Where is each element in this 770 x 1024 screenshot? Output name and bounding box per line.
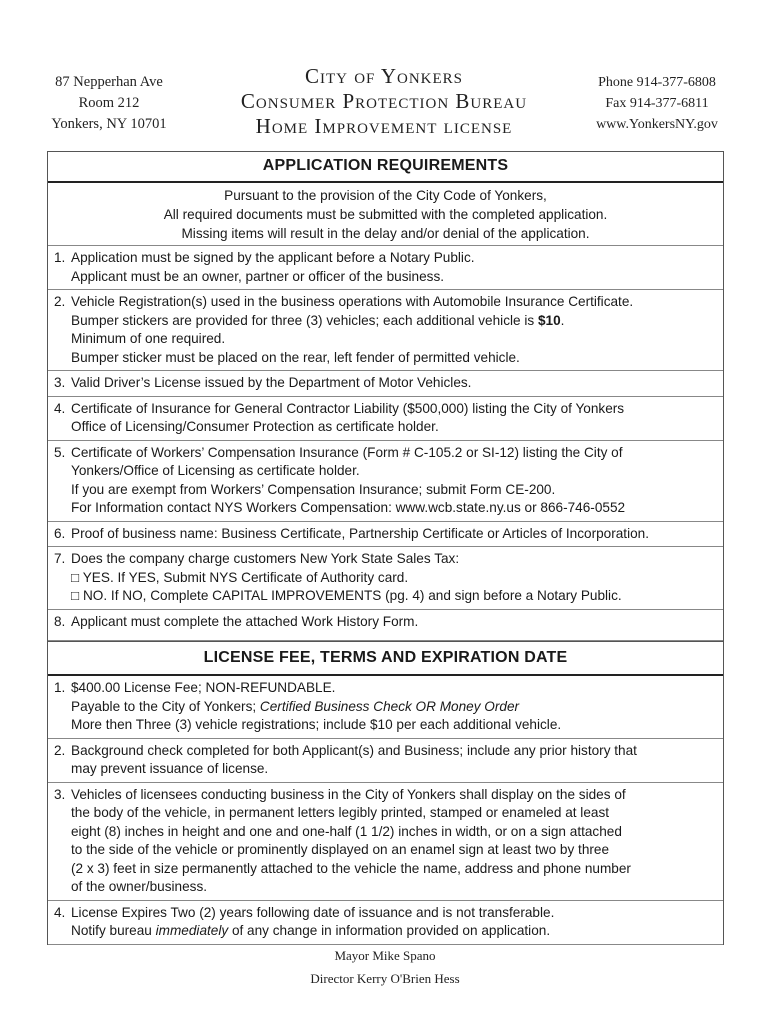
requirement-item: 6. Proof of business name: Business Certificate, Partnership Certificate or Articles of Incorporation.	[48, 522, 723, 548]
requirement-item: 7. Does the company charge customers New York State Sales Tax: □ YES. If YES, Submit NYS Certificate of Authority card. □ NO. If NO, Complete CAPITAL IMPROVEMENTS (pg. 4) and sign before a Notary Public.	[48, 547, 723, 610]
requirement-item: 8. Applicant must complete the attached Work History Form.	[48, 610, 723, 642]
title-license: Home Improvement license	[255, 114, 513, 138]
requirement-item: 2. Vehicle Registration(s) used in the business operations with Automobile Insurance Certificate. Bumper stickers are provided for three (3) vehicles; each additional vehicle is $10. Minimum of one required. Bumper sticker must be placed on the rear, left fender of permitted vehicle.	[48, 290, 723, 371]
requirement-item: 4. Certificate of Insurance for General Contractor Liability ($500,000) listing the City of Yonkers Office of Licensing/Consumer Protection as certificate holder.	[48, 397, 723, 441]
fee-item: 2. Background check completed for both Applicant(s) and Business; include any prior history that may prevent issuance of license.	[48, 739, 723, 783]
sales-tax-yes-option: □ YES. If YES, Submit NYS Certificate of Authority card.	[71, 569, 409, 585]
director-name: Director Kerry O'Brien Hess	[310, 971, 460, 986]
fee-item: 4. License Expires Two (2) years following date of issuance and is not transferable. Notify bureau immediately of any change in information provided on application.	[48, 901, 723, 945]
office-address	[44, 72, 174, 135]
fax-number: Fax 914-377-6811	[605, 96, 709, 111]
section-title-fees: LICENSE FEE, TERMS AND EXPIRATION DATE	[48, 641, 723, 676]
requirements-intro: Pursuant to the provision of the City Code of Yonkers, All required documents must be submitted with the completed application. Missing items will result in the delay and/or denial of the application.	[48, 183, 723, 246]
document-title	[196, 64, 572, 139]
fee-item: 1. $400.00 License Fee; NON-REFUNDABLE. Payable to the City of Yonkers; Certified Business Check OR Money Order More then Three (3) vehicle registrations; include $10 per each additional vehicle.	[48, 676, 723, 739]
requirement-item: 5. Certificate of Workers’ Compensation Insurance (Form # C-105.2 or SI-12) listing the City of Yonkers/Office of Licensing as certificate holder. If you are exempt from Workers’ Compensation Insurance; submit Form CE-200. For Information contact NYS Workers Compensation: www.wcb.state.ny.us or 866-746-0552	[48, 441, 723, 522]
fee-item: 3. Vehicles of licensees conducting business in the City of Yonkers shall display on the sides of the body of the vehicle, in permanent letters legibly printed, stamped or enameled at least eight (8) inches in height and one and one-half (1 1/2) inches in width, or on a sign attached to the side of the vehicle or prominently displayed on an enamel sign at least two by three (2 x 3) feet in size permanently attached to the vehicle the name, address and phone number of the owner/business.	[48, 783, 723, 901]
fee-amount: $10	[537, 312, 561, 328]
address-line-3: Yonkers, NY 10701	[51, 116, 167, 132]
title-city: City of Yonkers	[304, 64, 464, 88]
phone-number: Phone 914-377-6808	[598, 75, 716, 90]
sales-tax-no-option: □ NO. If NO, Complete CAPITAL IMPROVEMENTS (pg. 4) and sign before a Notary Public.	[71, 588, 622, 603]
contact-info	[582, 72, 732, 135]
mayor-name: Mayor Mike Spano	[334, 948, 436, 963]
signatories	[0, 944, 770, 990]
section-title-requirements: APPLICATION REQUIREMENTS	[48, 152, 723, 183]
title-bureau: Consumer Protection Bureau	[240, 89, 528, 113]
requirements-table	[47, 151, 724, 945]
address-line-1: 87 Nepperhan Ave	[55, 74, 163, 90]
website-url: www.YonkersNY.gov	[596, 117, 718, 132]
requirement-item: 1. Application must be signed by the applicant before a Notary Public. Applicant must be an owner, partner or officer of the business.	[48, 246, 723, 290]
requirement-item: 3. Valid Driver’s License issued by the Department of Motor Vehicles.	[48, 371, 723, 397]
address-line-2: Room 212	[78, 95, 140, 111]
